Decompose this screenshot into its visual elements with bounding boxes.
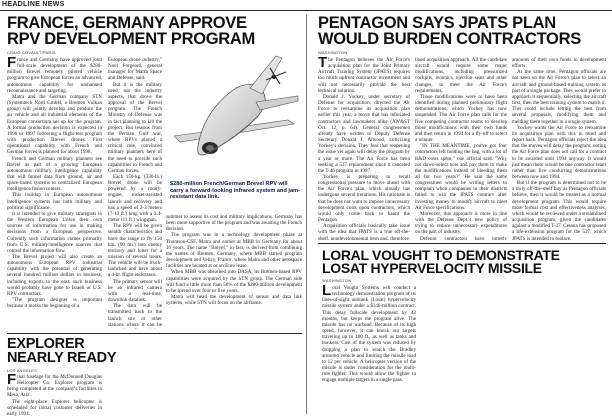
story1-col3-para: Matra will head the development of sensor and data link systems, while STN will focus on the airframe. <box>166 294 302 307</box>
story3-col2-para: "IN THE MEANTIME, you've got four contractors left holding the bag, with a lot of R&D costs spent," one official said. "Why not down-select now and pay them to make the modifications instead of bleeding them all for two years?" He said the same congressmen would be writing letters to complain when companies in their districts failed to win the JPATS contract after investing money to modify aircraft to meet Air Force specifications. <box>415 143 507 211</box>
story3-col2-para: Defense contractors have bitterly <box>420 235 507 240</box>
story1-headline-line2: RPV DEVELOPMENT PROGRAM <box>7 29 255 48</box>
story3-column-2 <box>415 57 507 240</box>
story2-headline-line2: NEARLY READY <box>7 349 117 366</box>
story1-col1-para: French and German military planners see Brevel as part of a growing European autonomous military intelligence capability that will funnel data from ground, air and space-based systems to centralized European intelligence fusion centers. <box>7 155 102 193</box>
story3-col1-para: Acquisition officials basically take issue with the idea that JPATS is a true off-the-shelf, nondevelopmental item and, therefore, <box>318 223 410 240</box>
story1-column-3 <box>166 214 302 330</box>
story2-col1-para: The eight-place Explorer helicopter is scheduled for initial customer deliveries in early 1994. <box>7 398 102 417</box>
story1-col2-para: Each 150-kg. (330-lb.) Brevel drone will be powered by a rotary-engine, rocket-assisted launch and recovery and has a speed of 2-3 meters (7-10 ft.) long with a 3.4-meter (11 ft.) wingspan. <box>108 173 162 224</box>
story3-column-3 <box>512 57 606 240</box>
drop-cap: L <box>322 285 332 299</box>
header-rule <box>0 10 612 11</box>
section-header <box>0 0 612 11</box>
story4-column-1 <box>322 285 416 415</box>
story4-headline-line2: LOSAT HYPERVELOCITY MISSILE <box>322 260 542 277</box>
story3-col1-para: Donald J. Yockey, under secretary of Defense for acquisition, directed the Air Force to reexamine its acquisition plan earlier this year, a move that has infuriated contractors and lawmakers alike (AW&ST Oct. 12, p. 64). General congressmen already have written to Deputy Defense Secretary Donald J. Atwood, criticizing Yockey's decision. They fear that reopening the issue yet again will delay the program by a year or more. The Air Force has been seeking a 537 replacement since it canceled the T-46 program in 1987. <box>318 93 410 174</box>
story1-headline <box>7 16 255 47</box>
story3-col3-para: At the same time, Pentagon officials are not keen on the Air Force's plan to select an aircraft and ground-based training system as part of a single package. They would prefer to approach it sequentially, selecting the aircraft first, then the best training system to match it. This could include letting the best from several proposals, modifying them and melding them together in a single system. <box>512 69 606 125</box>
story2-column-1 <box>7 374 102 418</box>
image-caption: $280-million French/German Brevel RPV will carry a forward-looking infrared system and jam-resistant data link. <box>170 181 300 201</box>
story1-col3-para: summer to assess its cost and military implications. Germany has been more supportive of the program and was awaiting the French decision. <box>166 214 302 233</box>
story4-col1-para: Loral Vought Systems will conduct a technology demonstration program of its lines-of-sight antitank (Losat) hypervelocity missile system under a $140-million contract. This delay fullscale development by 42 months, but keeps the program alive. The missile has no warhead. Because of its high speed, however, it can knock out targets traveling up to 100 ft., as well as tanks and bunkers. Cost of the system was reduced by dropping a plan to search the Bradley armored vehicle and limiting the missile load to 12 per vehicle. A helicopter version of the missile is under consideration for the multi-role fighter. This would allow the fighter to engage multiple targets in a single pass. <box>322 285 416 384</box>
drop-cap: F <box>7 374 17 388</box>
story2-byline: LOS ANGELES <box>7 368 37 373</box>
story3-col1-para: The Pentagon believes the Air Force's acquisition plan for the Joint Primary Aircraft Training System (JPATS) requires too much upfront contractor investment and will not necessarily provide the best technical solution. <box>318 57 410 94</box>
story3-col2-para: lined acquisition approach. All the candidate aircraft would require some major modifications, including pressurized cockpits, avionics, ejection seats and other changes, to meet the Air Force's requirements. <box>415 57 507 94</box>
story4-headline <box>322 249 560 276</box>
drop-cap: F <box>7 57 17 71</box>
rpv-drone-image <box>166 50 304 180</box>
story2-headline <box>7 338 116 366</box>
story3-col2-para: Those modifications were to have been identified during planned preliminary flight demonstrations, which Yockey has now suspended. The Air Force plan calls for the five competing contractor teams to develop those modifications with their own funds and then return in 1994 for a fly-off to select a winner. <box>415 93 507 144</box>
section-label: HEADLINE NEWS <box>2 1 65 8</box>
story3-byline: WASHINGTON <box>318 50 348 55</box>
story1-headline-line1: FRANCE, GERMANY APPROVE <box>7 14 247 32</box>
drop-cap: T <box>318 57 328 71</box>
story3-headline-line1: PENTAGON SAYS JPATS PLAN <box>318 14 556 32</box>
story1-col1-para: The Brevel project will also create an autonomous European RPV industrial capability with the potential of generating several hundred million dollars in business, including exports to the east, such business would probably have gone to Israeli or U.S. RPV contractors. <box>7 254 102 297</box>
story1-col2-para: The RPV will be given stealth characteristics and have the range to fly 150 km. (90 mi.) into enemy territory and loiter for a mission of several hours. The vehicle will be truck-launched and have about a 4-hr. flight endurance. <box>108 223 162 279</box>
story1-col2-para: But it is the military need, not the industry aspects, that drove the approval of the Brevel program. The French Ministry of Defense was in fact planning to kill the project. But lessons from the Persian Gulf war, where RPVs played a critical role, convinced military planners here of the need to provide such capabilities to French and German forces. <box>108 81 162 174</box>
story1-col3-para: When MBB was absorbed into DASA, its Bremen-based RPV capabilities were acquired by the STN group. The German side will fund a little more than 50% of the $280-million development to be spread over four or five years. <box>166 269 302 294</box>
story3-col2-para: Moreover, this approach is more in line with the Defense Dept.'s new policy of trying to reduce unnecessary expenditures on the part of industry. <box>415 210 507 236</box>
story1-col1-para: France and Germany have approved joint full-scale development of the $280-million Brevel remotely piloted vehicle program to give European forces an advanced, autonomous capability for unmanned reconnaissance and targeting. <box>7 57 102 94</box>
story1-col1-para: "The program designer is important because it marks the beginning of a <box>7 297 102 310</box>
story2-top-rule <box>7 333 302 334</box>
story1-col3-para: The program was in a technology development phase at Thomson-CSF, Matra and earlier at MBB in Germany for about 10 years. The name "Brevel," in fact, is derived from combining the names of Bremen, Germany, where MBB started program development and Velizy, France, where Matra and other aerospace facilities are located at or on Euro lease. <box>166 232 302 270</box>
story1-column-1 <box>7 57 102 329</box>
story3-col1-para: Yockey is preparing to recall congressional pressure to move ahead with the Air Force's plan, which already has undergone several iterations. His rationale is that he does not want to impose unnecessary development costs upon contractors, which would only come back to haunt the Pentagon. <box>318 173 410 224</box>
story3-col3-para: Yockey wants the Air Force to reexamine its acquisition plan with this in mind and report back. Pentagon officials reject the idea that the moves will delay the program, noting the Air Force plan does not call for a contract to be awarded until 1994 anyway. It would just mean there would be one contractor team rather than five conducting demonstrations between now and 1994. <box>512 124 606 180</box>
story1-col2-para: European drone industry," Noel Forgeard, general manager for Matra Space and Defense, said. <box>108 57 162 82</box>
story3-headline <box>318 16 581 47</box>
story1-col1-para: This buildup in European autonomous intelligence systems has both military and political significance. <box>7 192 102 211</box>
story1-col2-para: The primary sensor will be an infrared camera with a real-time, downlink datalink. <box>108 278 162 304</box>
story1-col2-para: The data will be transmitted back to the launch site or other stations where it can be <box>108 303 162 328</box>
story3-col3-para: amounts of their own funds in development efforts. <box>512 57 606 70</box>
story1-col1-para: Matra and the German company STN (Systemtech Nord GmbH, a Bremen Vulkan group) will jointly develop and produce the air vehicle and all industrial elements of the European consortium set up for the program. A formal production decision is expected in 1996 or 1997 following a flight test program with production Brevel drones. First operational capability with French and German forces is planned for about 1998. <box>7 93 102 156</box>
story4-top-rule <box>318 243 606 244</box>
story4-headline-line1: LORAL VOUGHT TO DEMONSTRATE <box>322 247 560 263</box>
story3-headline-line2: WOULD BURDEN CONTRACTORS <box>318 29 581 48</box>
story3-column-1 <box>318 57 410 240</box>
story1-byline: CRAIG COVAULT/PARIS <box>7 50 56 55</box>
page-gutter-rule <box>306 14 307 414</box>
story4-byline: WASHINGTON <box>322 278 352 283</box>
story2-col1-para: Final fuselage for the McDonnell Douglas Helicopter Co. Explorer program is being completed at the company's facilities in Mesa, Ariz. <box>7 374 102 399</box>
story3-col3-para: But if the program is determined not to be a truly off-the-shelf buy as Pentagon officials believe, then it would be treated as a normal development program. This would require more formal cost and effectiveness analyses, which would be reviewed under a streamlined acquisition program, given the candidates against a modified T-37. Cessna has proposed a life-extension program for the 537, which JPATS is intended to replace. <box>512 180 606 240</box>
story1-column-2 <box>108 57 162 329</box>
story1-col1-para: It is intended to give military strategists in the Western European Union their own sources of information for use in making decisions from a European perspective. Currently such information comes primarily from U.S. military/intelligence sources that control the information flow. <box>7 210 102 254</box>
story2-headline-line1: EXPLORER <box>7 336 85 352</box>
